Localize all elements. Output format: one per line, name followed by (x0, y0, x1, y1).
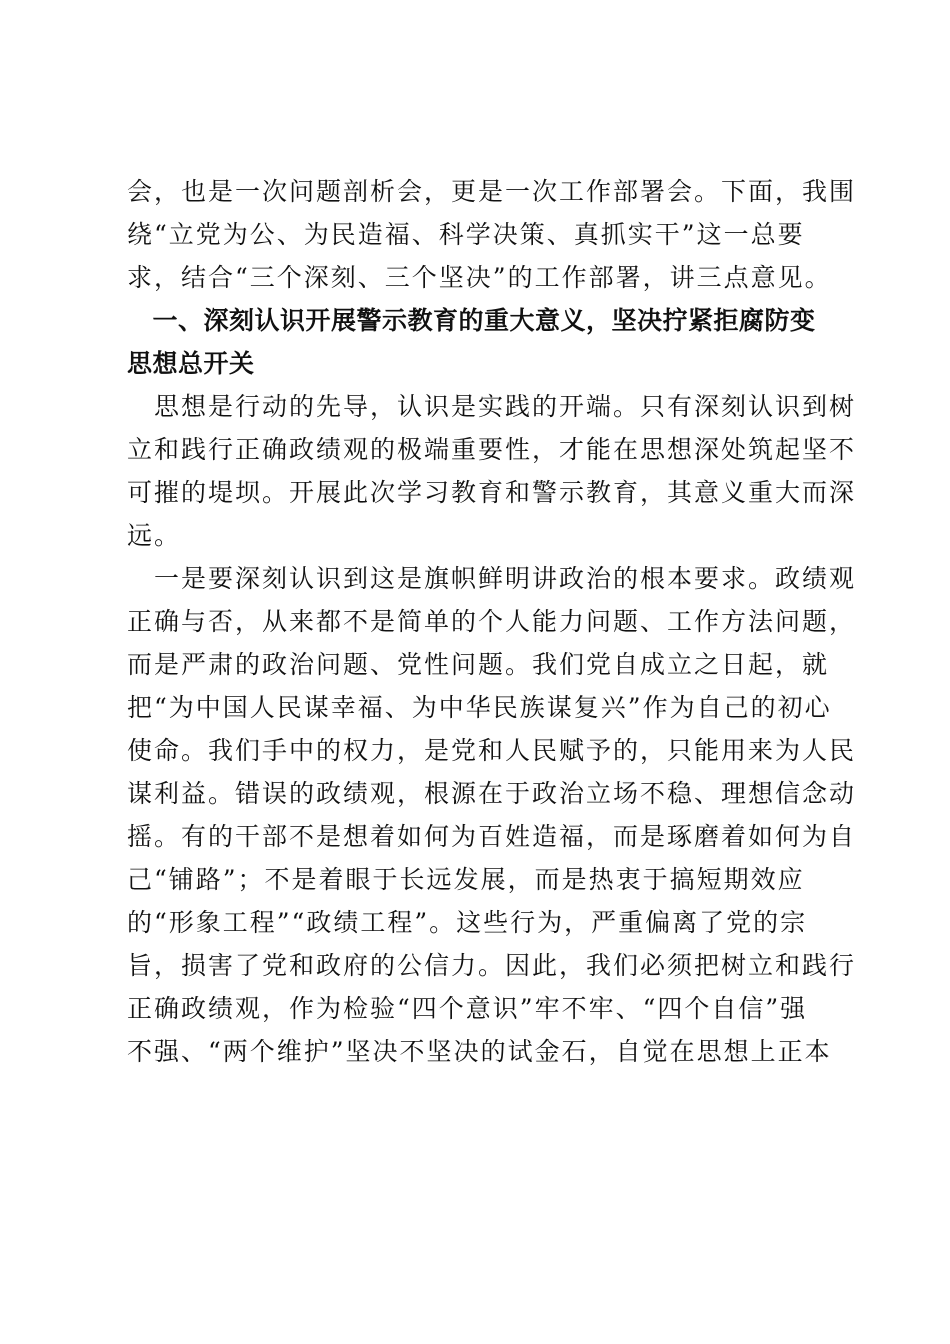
text-line: 正确政绩观，作为检验“四个意识”牢不牢、“四个自信”强 (127, 994, 808, 1023)
text-line: 己“铺路”；不是着眼于长远发展，而是热衷于搞短期效应 (127, 865, 805, 894)
paragraph-thought (127, 385, 857, 557)
text-line: 远。 (127, 521, 182, 550)
text-line: 一是要深刻认识到这是旗帜鲜明讲政治的根本要求。政绩观 (127, 564, 857, 593)
text-line: 旨，损害了党和政府的公信力。因此，我们必须把树立和践行 (127, 951, 857, 980)
text-line: 思想是行动的先导，认识是实践的开端。只有深刻认识到树 (127, 392, 857, 421)
text-line: 正确与否，从来都不是简单的个人能力问题、工作方法问题， (127, 607, 857, 636)
document-body (127, 170, 857, 1073)
text-line: 不强、“两个维护”坚决不坚决的试金石，自觉在思想上正本 (127, 1037, 832, 1066)
text-line: 而是严肃的政治问题、党性问题。我们党自成立之日起，就 (127, 650, 830, 679)
heading-line: 思想总开关 (127, 349, 255, 378)
text-line: 把“为中国人民谋幸福、为中华民族谋复兴”作为自己的初心 (127, 693, 832, 722)
text-line: 可摧的堤坝。开展此次学习教育和警示教育，其意义重大而深 (127, 478, 857, 507)
text-line: 的“形象工程”“政绩工程”。这些行为，严重偏离了党的宗 (127, 908, 808, 937)
section-heading (127, 299, 827, 385)
text-line: 绕“立党为公、为民造福、科学决策、真抓实干”这一总要 (127, 220, 805, 249)
text-line: 摇。有的干部不是想着如何为百姓造福，而是琢磨着如何为自 (127, 822, 857, 851)
paragraph-politics (127, 557, 857, 1073)
text-line: 立和践行正确政绩观的极端重要性，才能在思想深处筑起坚不 (127, 435, 857, 464)
text-line: 会，也是一次问题剖析会，更是一次工作部署会。下面，我围 (127, 177, 857, 206)
text-line: 使命。我们手中的权力，是党和人民赋予的，只能用来为人民 (127, 736, 857, 765)
heading-line: 一、深刻认识开展警示教育的重大意义，坚决拧紧拒腐防变 (127, 306, 816, 335)
text-line: 求，结合“三个深刻、三个坚决”的工作部署，讲三点意见。 (127, 263, 832, 292)
text-line: 谋利益。错误的政绩观，根源在于政治立场不稳、理想信念动 (127, 779, 857, 808)
paragraph-intro (127, 170, 857, 299)
